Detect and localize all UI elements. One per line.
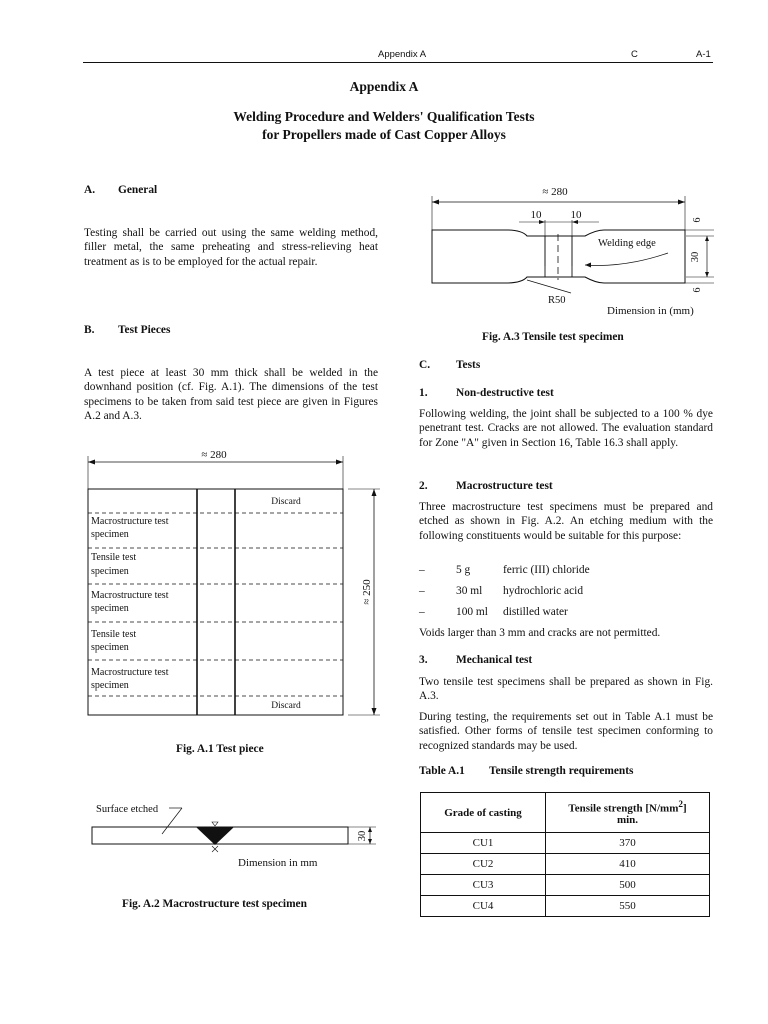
table-header-strength [546,793,710,833]
section-c3-text-1: Two tensile test specimens shall be prepared as shown in Fig. A.3. [419,676,713,703]
fig-a3-caption: Fig. A.3 Tensile test specimen [482,331,624,343]
etchant-item-2-dash: – [419,585,425,597]
table-row [421,833,710,854]
header-right: A-1 [696,49,711,60]
table-row [421,896,710,917]
fig-a3-welding-edge: Welding edge [598,238,656,249]
section-a-heading: General [118,184,158,196]
table-header-strength-min: min. [616,814,639,827]
fig-a2-caption: Fig. A.2 Macrostructure test specimen [122,898,307,910]
fig-a1-row-1-line-2: specimen [91,529,129,540]
table-cell-value: 410 [546,854,710,875]
section-b-text: A test piece at least 30 mm thick shall be welded in the downhand position (cf. Fig. A.1). The dimensions of the test specimens to be taken from said test piece are given in Figures A.2 and A.3. [84,367,378,422]
fig-a1-width-label: ≈ 280 [201,449,227,461]
fig-a3-length-label: ≈ 280 [542,186,568,198]
header-middle: C [631,49,638,60]
header-rule [83,62,713,63]
table-header-row [421,793,710,833]
fig-a1-caption: Fig. A.1 Test piece [176,743,264,755]
fig-a3-dim-top: 6 [692,217,703,223]
section-c2-after: Voids larger than 3 mm and cracks are not permitted. [419,627,661,639]
section-c2-number: 2. [419,480,428,492]
fig-a3-dim-width: 30 [690,251,701,263]
etchant-item-3-qty: 100 ml [456,606,488,618]
etchant-item-1-name: ferric (III) chloride [503,564,590,576]
etchant-item-2-qty: 30 ml [456,585,483,597]
table-header-strength-b: ] [682,802,687,815]
fig-a1-row-3-line-2: specimen [91,603,129,614]
table-a1-caption-title: Tensile strength requirements [489,765,634,777]
title-line-2: for Propellers made of Cast Copper Alloys [262,127,506,142]
section-c-heading: Tests [456,359,481,371]
etchant-item-1-qty: 5 g [456,564,471,576]
table-a1-caption-number: Table A.1 [419,765,465,777]
header-left: Appendix A [378,49,427,60]
table-row [421,875,710,896]
section-c1-heading: Non-destructive test [456,387,554,399]
table-cell-grade: CU1 [421,833,546,854]
fig-a2-dimension-note: Dimension in mm [238,857,318,869]
section-c-number: C. [419,359,431,371]
table-a1 [420,792,710,917]
table-cell-grade: CU4 [421,896,546,917]
fig-a1-discard-top: Discard [271,497,301,507]
title-line-1: Welding Procedure and Welders' Qualification Tests [233,109,535,124]
figure-a3-tensile-specimen [424,180,720,320]
etchant-item-1-dash: – [419,564,425,576]
section-c3-number: 3. [419,654,428,666]
fig-a3-dimension-note: Dimension in (mm) [607,305,694,317]
etchant-item-3-name: distilled water [503,606,568,618]
section-b-heading: Test Pieces [118,324,171,336]
table-cell-grade: CU2 [421,854,546,875]
fig-a3-dim-left: 10 [530,209,542,221]
section-c1-text: Following welding, the joint shall be subjected to a 100 % dye penetrant test. Cracks are not allowed. The evaluation standard for Zone "A" given in Section 16, Table 16.3 shall apply. [419,408,713,449]
fig-a1-row-5-line-1: Macrostructure test [91,667,169,678]
section-c2-text: Three macrostructure test specimens must be prepared and etched as shown in Fig. A.2. An etching medium with the following constituents would be suitable for this purpose: [419,501,713,542]
table-cell-value: 500 [546,875,710,896]
fig-a1-height-label: ≈ 250 [361,579,373,605]
figure-a2-macro-specimen [86,796,386,876]
section-c1-number: 1. [419,387,428,399]
fig-a2-surface-label: Surface etched [96,804,159,815]
section-c2-heading: Macrostructure test [456,480,553,492]
fig-a3-radius-label: R50 [548,295,566,306]
section-c3-heading: Mechanical test [456,654,533,666]
fig-a1-row-2-line-2: specimen [91,566,129,577]
table-header-strength-sup: 2 [678,798,683,809]
fig-a3-dim-right: 10 [570,209,582,221]
fig-a3-dim-bottom: 6 [692,287,703,293]
table-cell-value: 550 [546,896,710,917]
fig-a1-row-4-line-1: Tensile test [91,629,137,640]
section-a-text: Testing shall be carried out using the same welding method, filler metal, the same preheating and stress-relieving heat treatment as is to be employed for the actual repair. [84,227,378,268]
table-cell-grade: CU3 [421,875,546,896]
fig-a1-row-1-line-1: Macrostructure test [91,516,169,527]
section-a-number: A. [84,184,96,196]
fig-a1-discard-bottom: Discard [271,701,301,711]
fig-a1-row-4-line-2: specimen [91,642,129,653]
table-header-grade: Grade of casting [421,793,546,833]
etchant-item-2-name: hydrochloric acid [503,585,584,597]
table-header-strength-a: Tensile strength [N/mm [568,802,679,815]
fig-a1-row-5-line-2: specimen [91,680,129,691]
section-c3-text-2: During testing, the requirements set out in Table A.1 must be satisfied. Other forms of tensile test specimen conforming to recognized standards may be used. [419,711,713,752]
etchant-item-3-dash: – [419,606,425,618]
section-b-number: B. [84,324,95,336]
page-title: Appendix A [349,79,419,94]
table-cell-value: 370 [546,833,710,854]
fig-a1-row-3-line-1: Macrostructure test [91,590,169,601]
figure-a1-test-piece [80,440,390,725]
fig-a2-thickness-label: 30 [357,830,368,842]
fig-a1-row-2-line-1: Tensile test [91,552,137,563]
table-row [421,854,710,875]
